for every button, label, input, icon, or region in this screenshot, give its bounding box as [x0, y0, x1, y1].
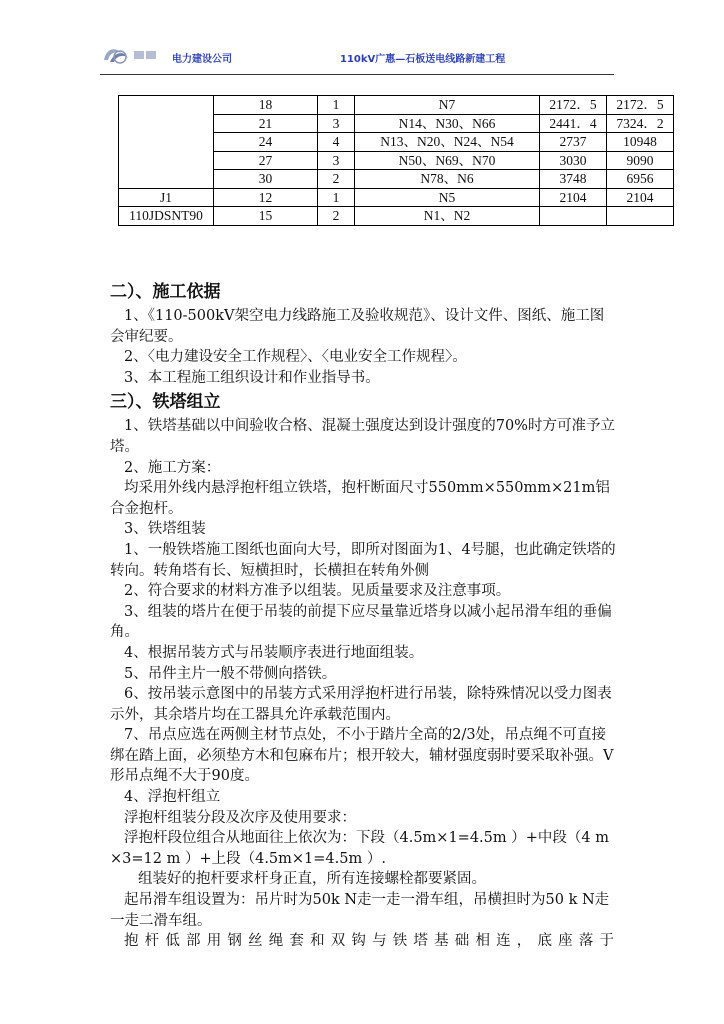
table-cell: 2 — [318, 170, 355, 189]
table-cell: 4 — [318, 133, 355, 152]
table-cell: 15 — [214, 207, 318, 226]
section-heading: 三）、铁塔组立 — [110, 392, 221, 413]
table-cell: 27 — [214, 151, 318, 170]
paragraph: 5、吊件主片一般不带侧向搭铁。 — [124, 665, 337, 682]
table-cell: N78、N6 — [355, 170, 540, 189]
table-cell: N50、N69、N70 — [355, 151, 540, 170]
paragraph: 2、符合要求的材料方准予以组装。见质量要求及注意事项。 — [124, 583, 511, 600]
table-row — [119, 207, 674, 226]
table-cell: N7 — [355, 96, 540, 115]
tower-spec-table — [118, 95, 674, 226]
table-cell: 24 — [214, 133, 318, 152]
table-cell: 18 — [214, 96, 318, 115]
table-cell: 3748 — [540, 170, 607, 189]
table-cell: 2737 — [540, 133, 607, 152]
table-cell: 3030 — [540, 151, 607, 170]
table-cell: 2172．5 — [607, 96, 674, 115]
table-cell: 1 — [318, 96, 355, 115]
project-title: 110kV广惠—石板送电线路新建工程 — [340, 54, 506, 65]
section-heading: 二）、施工依据 — [110, 282, 221, 302]
table-cell: 3 — [318, 151, 355, 170]
company-logo-icon — [100, 42, 162, 68]
paragraph: 浮抱杆组装分段及次序及使用要求： — [124, 809, 356, 826]
table-row — [119, 188, 674, 207]
table-cell: 110JDSNT90 — [119, 207, 214, 226]
paragraph: 1、铁塔基础以中间验收合格、混凝土强度达到设计强度的70%时方可准予立塔。 — [110, 418, 615, 455]
table-cell: 7324．2 — [607, 114, 674, 133]
table-cell: 12 — [214, 188, 318, 207]
paragraph: 均采用外线内悬浮抱杆组立铁塔，抱杆断面尺寸550mm×550mm×21m铝合金抱杆。 — [110, 480, 610, 517]
table-cell: 6956 — [607, 170, 674, 189]
table-cell — [607, 207, 674, 226]
table-cell: 30 — [214, 170, 318, 189]
table-row — [119, 96, 674, 115]
table-cell: 1 — [318, 188, 355, 207]
paragraph: 起吊滑车组设置为：吊片时为50k N走一走一滑车组，吊横担时为50 k N走一走二滑车组。 — [110, 892, 610, 929]
table-cell: J1 — [119, 188, 214, 207]
table-cell: 21 — [214, 114, 318, 133]
paragraph: 6、按吊装示意图中的吊装方式采用浮抱杆进行吊装，除特殊情况以受力图表示外，其余塔片均在工器具允许承载范围内。 — [110, 686, 612, 723]
paragraph: 3、组装的塔片在便于吊装的前提下应尽量靠近塔身以减小起吊滑车组的垂偏角。 — [110, 603, 612, 641]
table-cell: 2 — [318, 207, 355, 226]
table-cell: 2441．4 — [540, 114, 607, 133]
paragraph: 1、一般铁塔施工图纸也面向大号，即所对图面为1、4号腿，也此确定铁塔的转向。转角塔有长、短横担时，长横担在转角外侧 — [110, 541, 616, 579]
paragraph: 3、铁塔组装 — [124, 521, 206, 538]
paragraph: 2、施工方案： — [124, 459, 221, 476]
paragraph: 1、《110-500kV架空电力线路施工及验收规范》、设计文件、图纸、施工图会审纪要。 — [110, 308, 605, 345]
paragraph: 7、吊点应选在两侧主材节点处，不小于踏片全高的2/3处，吊点绳不可直接绑在踏上面，必须垫方木和包麻布片；根开较大，辅材强度弱时要采取补强。V形吊点绳不大于90度。 — [110, 727, 614, 785]
table-cell: 10948 — [607, 133, 674, 152]
table-cell: N1、N2 — [355, 207, 540, 226]
table-cell: 2172．5 — [540, 96, 607, 115]
table-cell: N14、N30、N66 — [355, 114, 540, 133]
table-cell: 9090 — [607, 151, 674, 170]
paragraph: 2、〈电力建设安全工作规程〉、〈电业安全工作规程〉。 — [124, 349, 467, 366]
table-cell: N5 — [355, 188, 540, 207]
table-cell — [540, 207, 607, 226]
paragraph: 组装好的抱杆要求杆身正直，所有连接螺栓都要紧固。 — [138, 871, 486, 888]
table-cell: 3 — [318, 114, 355, 133]
company-name: 电力建设公司 — [172, 54, 232, 65]
table-cell: N13、N20、N24、N54 — [355, 133, 540, 152]
table-cell — [119, 96, 214, 189]
paragraph: 3、本工程施工组织设计和作业指导书。 — [124, 369, 380, 386]
table-cell: 2104 — [607, 188, 674, 207]
paragraph: 4、浮抱杆组立 — [124, 789, 221, 806]
paragraph: 抱杆低部用钢丝绳套和双钩与铁塔基础相连，底座落于 — [124, 933, 616, 950]
paragraph: 4、根据吊装方式与吊装顺序表进行地面组装。 — [124, 644, 424, 661]
document-body — [110, 278, 616, 952]
table-cell: 2104 — [540, 188, 607, 207]
paragraph: 浮抱杆段位组合从地面往上依次为：下段（4.5m×1=4.5m ）+中段（4 m ×3=12 m ）+上段（4.5m×1=4.5m ）. — [110, 830, 609, 867]
page-header — [100, 40, 614, 75]
